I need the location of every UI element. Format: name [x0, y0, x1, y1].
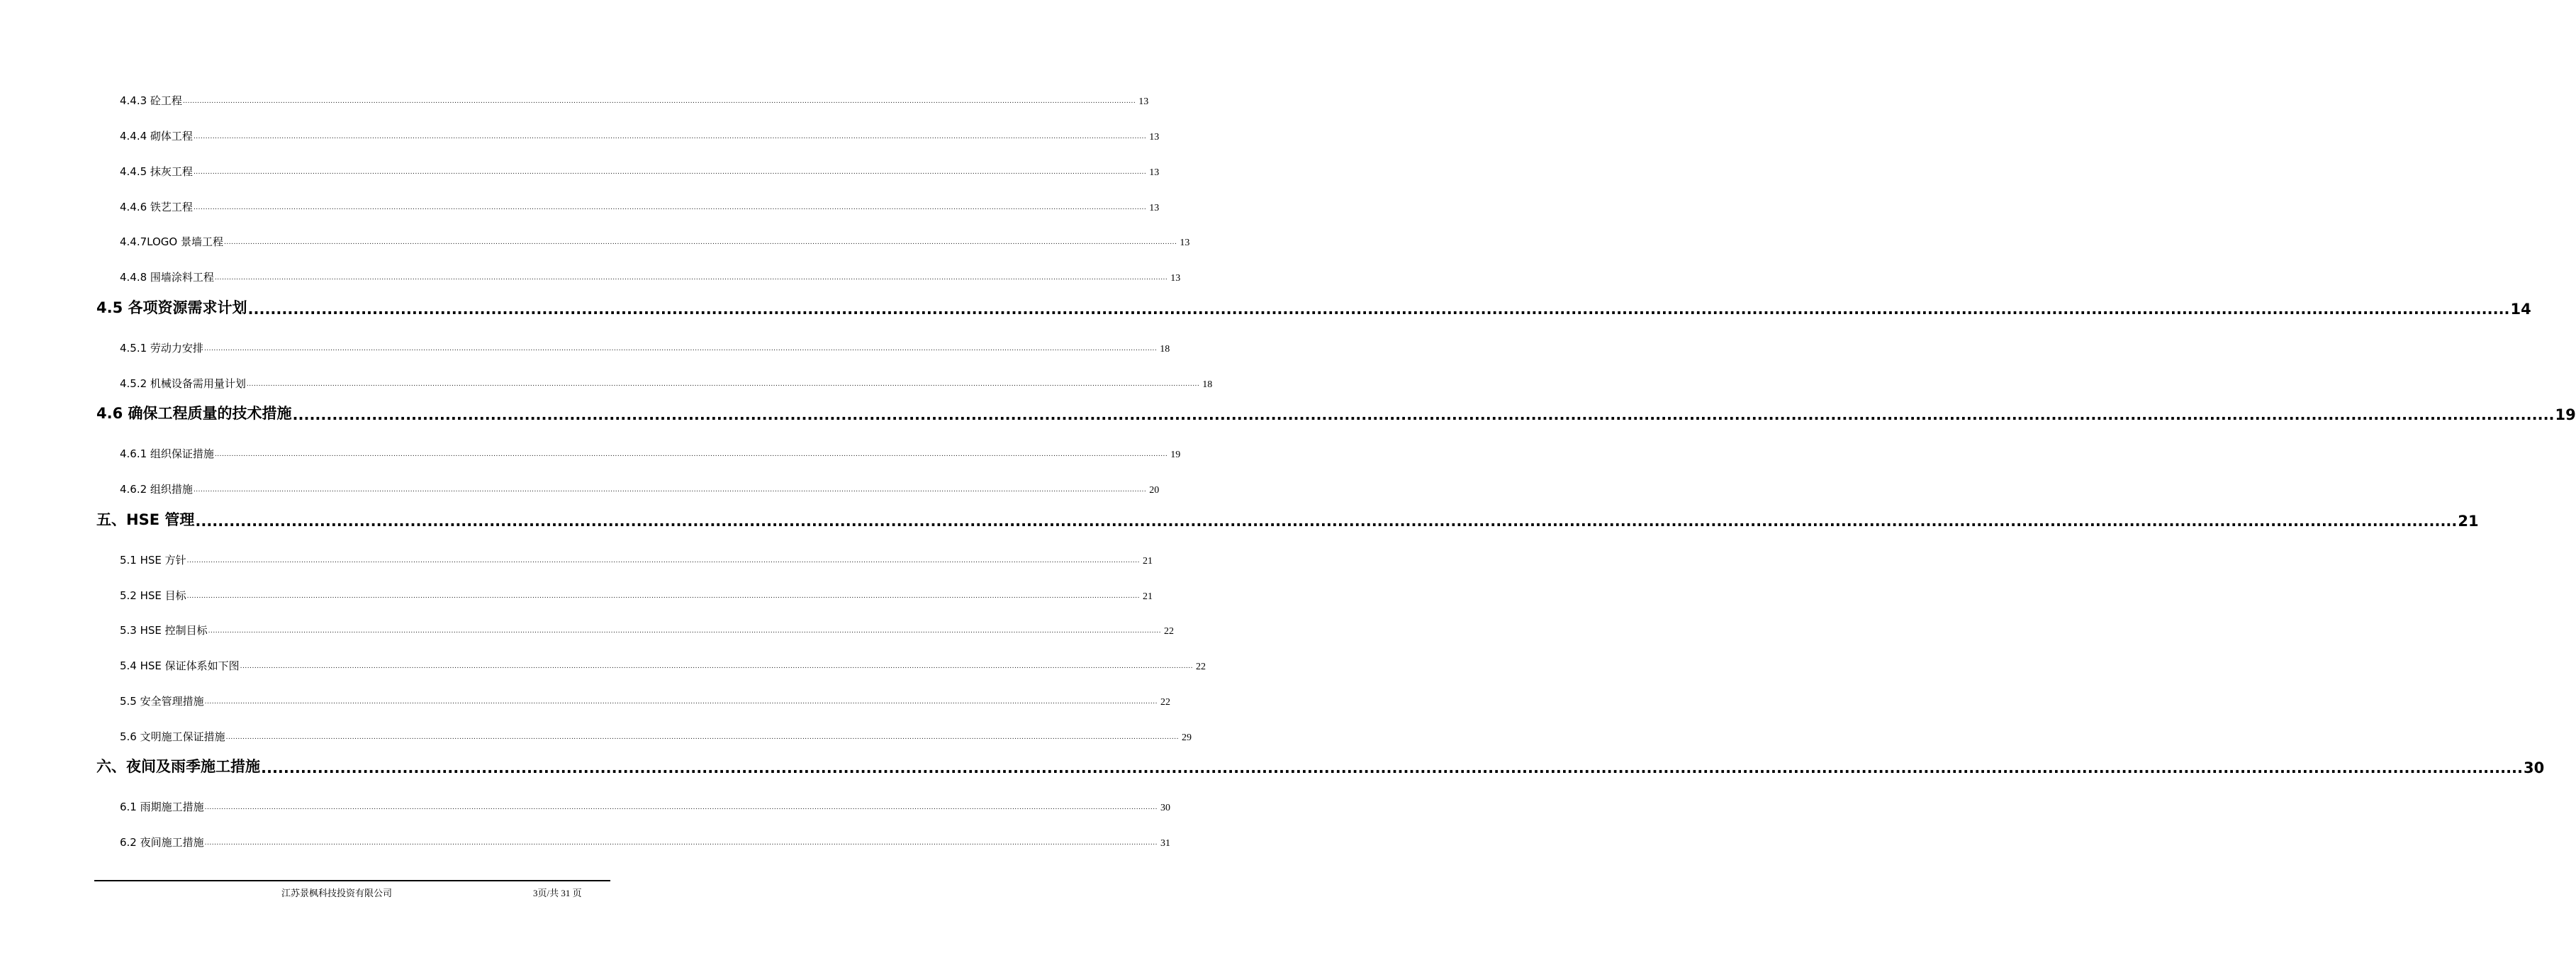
toc-entry-5-2[interactable] — [120, 586, 1153, 603]
toc-entry-title: 4.5.2 机械设备需用量计划 — [120, 377, 246, 390]
toc-entry-title: 五、HSE 管理 — [96, 511, 195, 528]
toc-entry-title: 5.3 HSE 控制目标 — [120, 624, 208, 637]
toc-page-number: 13 — [1149, 167, 1160, 178]
toc-entry-5-3[interactable] — [120, 620, 1175, 637]
toc-page-number: 22 — [1196, 662, 1206, 672]
toc-entry-title: 4.6 确保工程质量的技术措施 — [96, 405, 292, 422]
toc-dot-leader: ................................................................................................................................................................................................................................................................................................................................................................................................................ — [261, 759, 2524, 776]
toc-page-number: 13 — [1149, 203, 1160, 213]
toc-dot-leader: ................................................................................................................................................................................................................................................................................................................................................................................................................ — [204, 698, 1158, 706]
toc-entry-4-5-1[interactable] — [120, 338, 1170, 355]
toc-entry-title: 4.6.2 组织措施 — [120, 483, 193, 496]
toc-page-number: 30 — [2524, 759, 2545, 776]
toc-entry-4-4-4[interactable] — [120, 126, 1160, 143]
toc-page-number: 13 — [1170, 273, 1181, 284]
toc-page-number: 30 — [1160, 803, 1170, 813]
toc-entry-6-1[interactable] — [120, 797, 1170, 814]
toc-page-number: 31 — [1160, 838, 1170, 849]
toc-dot-leader: ................................................................................................................................................................................................................................................................................................................................................................................................................ — [195, 513, 2458, 530]
toc-entry-title: 5.2 HSE 目标 — [120, 589, 186, 602]
toc-entry-title: 4.4.4 砌体工程 — [120, 130, 193, 143]
toc-dot-leader: ................................................................................................................................................................................................................................................................................................................................................................................................................ — [186, 593, 1141, 600]
footer-divider — [94, 880, 610, 881]
toc-page-number: 13 — [1138, 96, 1149, 107]
toc-page-number: 22 — [1160, 697, 1170, 708]
toc-dot-leader: ................................................................................................................................................................................................................................................................................................................................................................................................................ — [214, 274, 1168, 282]
toc-page-number: 19 — [2555, 406, 2576, 423]
toc-page-number: 18 — [1160, 344, 1170, 355]
toc-entry-6[interactable] — [96, 755, 2545, 776]
toc-dot-leader: ................................................................................................................................................................................................................................................................................................................................................................................................................ — [193, 204, 1147, 211]
toc-entry-4-4-5[interactable] — [120, 162, 1160, 179]
toc-entry-title: 5.4 HSE 保证体系如下图 — [120, 659, 240, 672]
toc-entry-title: 5.5 安全管理措施 — [120, 695, 204, 708]
toc-entry-title: 4.4.5 抹灰工程 — [120, 165, 193, 178]
toc-entry-5-6[interactable] — [120, 727, 1192, 744]
toc-page-number: 21 — [1143, 591, 1153, 602]
toc-entry-4-5-2[interactable] — [120, 374, 1213, 391]
toc-dot-leader: ................................................................................................................................................................................................................................................................................................................................................................................................................ — [224, 239, 1177, 246]
toc-entry-title: 6.1 雨期施工措施 — [120, 801, 204, 813]
toc-entry-title: 4.4.3 砼工程 — [120, 94, 182, 107]
toc-entry-5-4[interactable] — [120, 656, 1206, 673]
toc-entry-4-4-7[interactable] — [120, 232, 1190, 249]
toc-entry-title: 5.1 HSE 方针 — [120, 554, 186, 567]
toc-entry-4-6[interactable] — [96, 402, 2576, 423]
toc-page-number: 18 — [1202, 379, 1213, 390]
toc-entry-title: 4.5.1 劳动力安排 — [120, 342, 203, 355]
toc-entry-6-2[interactable] — [120, 832, 1170, 849]
toc-dot-leader: ................................................................................................................................................................................................................................................................................................................................................................................................................ — [203, 345, 1158, 352]
toc-entry-4-4-6[interactable] — [120, 197, 1160, 214]
toc-page-number: 22 — [1164, 626, 1175, 637]
toc-entry-4-4-8[interactable] — [120, 267, 1181, 284]
toc-entry-title: 4.4.8 围墙涂料工程 — [120, 271, 214, 284]
footer-company-name: 江苏景枫科技投资有限公司 — [281, 888, 393, 898]
toc-entry-title: 5.6 文明施工保证措施 — [120, 730, 225, 743]
toc-dot-leader: ................................................................................................................................................................................................................................................................................................................................................................................................................ — [186, 557, 1141, 564]
toc-dot-leader: ................................................................................................................................................................................................................................................................................................................................................................................................................ — [225, 734, 1179, 741]
toc-page-number: 19 — [1170, 450, 1181, 460]
toc-entry-title: 4.5 各项资源需求计划 — [96, 299, 247, 316]
toc-dot-leader: ................................................................................................................................................................................................................................................................................................................................................................................................................ — [193, 169, 1147, 176]
toc-dot-leader: ................................................................................................................................................................................................................................................................................................................................................................................................................ — [193, 133, 1147, 140]
toc-entry-4-6-1[interactable] — [120, 444, 1181, 461]
toc-entry-5-5[interactable] — [120, 691, 1170, 708]
toc-dot-leader: ................................................................................................................................................................................................................................................................................................................................................................................................................ — [292, 406, 2555, 423]
toc-page-number: 13 — [1149, 132, 1160, 143]
toc-dot-leader: ................................................................................................................................................................................................................................................................................................................................................................................................................ — [204, 840, 1158, 847]
toc-page-number: 13 — [1180, 238, 1190, 248]
toc-dot-leader: ................................................................................................................................................................................................................................................................................................................................................................................................................ — [247, 301, 2510, 318]
toc-entry-title: 6.2 夜间施工措施 — [120, 836, 204, 849]
toc-entry-4-5[interactable] — [96, 296, 2531, 318]
toc-entry-5-1[interactable] — [120, 550, 1153, 567]
toc-entry-title: 4.6.1 组织保证措施 — [120, 447, 214, 460]
toc-page-number: 29 — [1181, 732, 1192, 743]
toc-dot-leader: ................................................................................................................................................................................................................................................................................................................................................................................................................ — [204, 804, 1158, 811]
toc-dot-leader: ................................................................................................................................................................................................................................................................................................................................................................................................................ — [182, 98, 1136, 105]
toc-entry-4-4-3[interactable] — [120, 91, 1149, 108]
toc-dot-leader: ................................................................................................................................................................................................................................................................................................................................................................................................................ — [246, 381, 1200, 388]
toc-entry-title: 六、夜间及雨季施工措施 — [96, 758, 260, 775]
toc-page-number: 14 — [2510, 301, 2531, 318]
toc-dot-leader: ................................................................................................................................................................................................................................................................................................................................................................................................................ — [193, 486, 1147, 494]
toc-page-number: 20 — [1149, 485, 1160, 496]
toc-entry-5[interactable] — [96, 508, 2479, 530]
toc-page-number: 21 — [2458, 513, 2479, 530]
toc-entry-4-6-2[interactable] — [120, 479, 1160, 496]
toc-page-number: 21 — [1143, 556, 1153, 567]
toc-dot-leader: ................................................................................................................................................................................................................................................................................................................................................................................................................ — [208, 628, 1162, 635]
toc-entry-title: 4.4.6 铁艺工程 — [120, 201, 193, 213]
toc-entry-title: 4.4.7LOGO 景墙工程 — [120, 235, 223, 248]
toc-dot-leader: ................................................................................................................................................................................................................................................................................................................................................................................................................ — [240, 663, 1194, 670]
footer-page-info: 3页/共 31 页 — [533, 888, 582, 898]
toc-dot-leader: ................................................................................................................................................................................................................................................................................................................................................................................................................ — [214, 451, 1168, 458]
